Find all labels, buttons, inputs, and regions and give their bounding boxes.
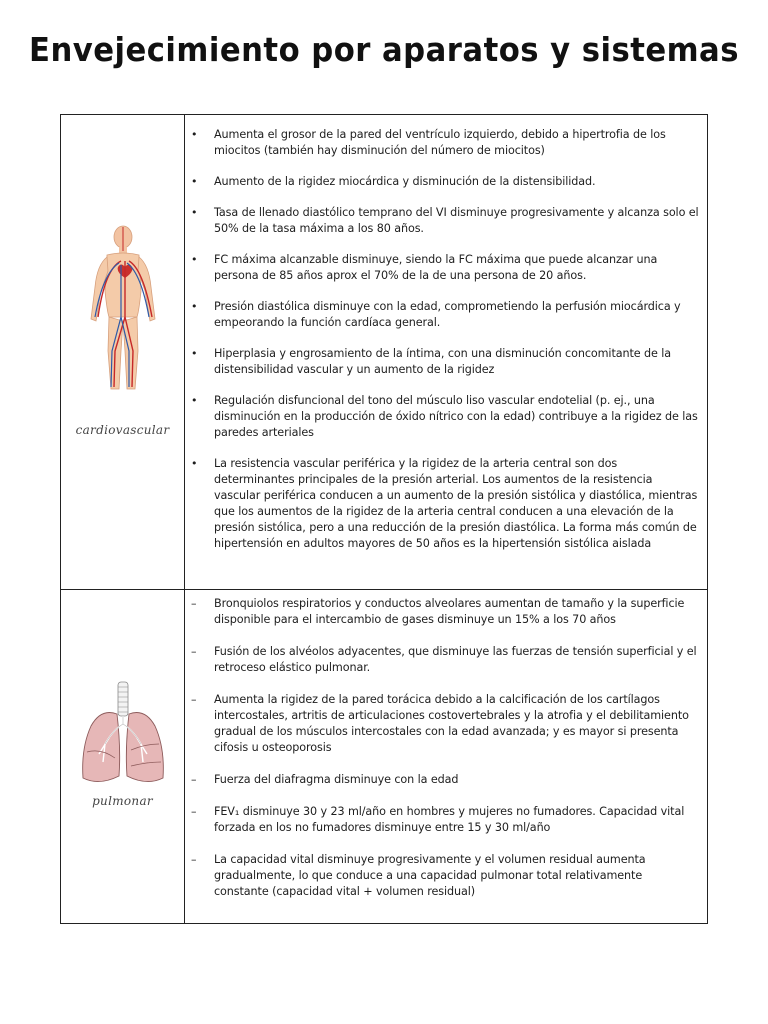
bullet-marker: •	[191, 457, 198, 470]
bullet-marker: •	[191, 206, 198, 219]
system-label-cardiovascular: cardiovascular	[75, 423, 170, 437]
content-cell-cardiovascular	[185, 115, 708, 590]
table-row-pulmonar	[61, 590, 708, 924]
systems-table	[60, 114, 708, 924]
table-row-cardiovascular	[61, 115, 708, 590]
list-item: – La capacidad vital disminuye progresivamente y el volumen residual aumenta gradualmente, lo que conduce a una capacidad pulmonar total relativamente constante (capacidad vital + volumen residual)	[191, 853, 646, 898]
label-cell-pulmonar	[61, 590, 185, 924]
list-item: • Hiperplasia y engrosamiento de la íntima, con una disminución concomitante de la distensibilidad vascular y un aumento de la rigidez	[191, 347, 672, 376]
bullet-marker: •	[191, 347, 198, 360]
bullet-marker: •	[191, 394, 198, 407]
dash-marker: –	[191, 773, 197, 786]
list-item: • FC máxima alcanzable disminuye, siendo la FC máxima que puede alcanzar una persona de 85 años aprox el 70% de la de una persona de 20 años.	[191, 253, 658, 282]
list-item: – Bronquiolos respiratorios y conductos alveolares aumentan de tamaño y la superficie disponible para el intercambio de gases disminuye un 15% a los 70 años	[191, 597, 685, 626]
label-cell-cardiovascular	[61, 115, 185, 590]
bullet-marker: •	[191, 253, 198, 266]
dash-marker: –	[191, 853, 197, 866]
lungs-icon	[79, 678, 163, 794]
cardiovascular-list	[185, 115, 707, 552]
dash-marker: –	[191, 645, 197, 658]
bullet-marker: •	[191, 175, 198, 188]
list-item: • Aumento de la rigidez miocárdica y disminución de la distensibilidad.	[191, 175, 596, 188]
system-label-pulmonar: pulmonar	[92, 794, 153, 808]
list-item: – Fuerza del diafragma disminuye con la edad	[191, 773, 459, 786]
list-item: • Regulación disfuncional del tono del músculo liso vascular endotelial (p. ej., una disminución en la producción de óxido nítrico con la edad) contribuye a la rigidez de las paredes arteriales	[191, 394, 698, 439]
list-item: • Tasa de llenado diastólico temprano del VI disminuye progresivamente y alcanza solo el 50% de la tasa máxima a los 80 años.	[191, 206, 699, 235]
list-item: • La resistencia vascular periférica y la rigidez de la arteria central son dos determinantes principales de la presión arterial. Los aumentos de la resistencia vascular periférica conducen a un aumento de la presión sistólica y diastólica, mientras que los aumentos de la rigidez de la arteria central conducen a una elevación de la presión sistólica, pero a una reducción de la presión diastólica. La forma más común de hipertensión en adultos mayores de 50 años es la hipertensión sistólica aislada	[191, 457, 698, 550]
dash-marker: –	[191, 693, 197, 706]
list-item: • Presión diastólica disminuye con la edad, comprometiendo la perfusión miocárdica y empeorando la función cardíaca general.	[191, 300, 681, 329]
list-item: • Aumenta el grosor de la pared del ventrículo izquierdo, debido a hipertrofia de los miocitos (también hay disminución del número de miocitos)	[191, 128, 666, 157]
human-circulatory-system-icon	[81, 221, 165, 401]
list-item: – Fusión de los alvéolos adyacentes, que disminuye las fuerzas de tensión superficial y el retroceso elástico pulmonar.	[191, 645, 697, 674]
content-cell-pulmonar	[185, 590, 708, 924]
bullet-marker: •	[191, 300, 198, 313]
dash-marker: –	[191, 597, 197, 610]
page-title: Envejecimiento por aparatos y sistemas	[29, 30, 739, 69]
dash-marker: –	[191, 805, 197, 818]
bullet-marker: •	[191, 128, 198, 141]
list-item: – FEV₁ disminuye 30 y 23 ml/año en hombres y mujeres no fumadores. Capacidad vital forzada en los no fumadores disminuye entre 15 y 30 ml/año	[191, 805, 685, 834]
list-item: – Aumenta la rigidez de la pared torácica debido a la calcificación de los cartílagos intercostales, artritis de articulaciones costovertebrales y la atrofia y el debilitamiento gradual de los músculos intercostales con la edad avanzada; y es mayor si presenta cifosis u osteoporosis	[191, 693, 689, 754]
pulmonar-list	[185, 590, 707, 900]
